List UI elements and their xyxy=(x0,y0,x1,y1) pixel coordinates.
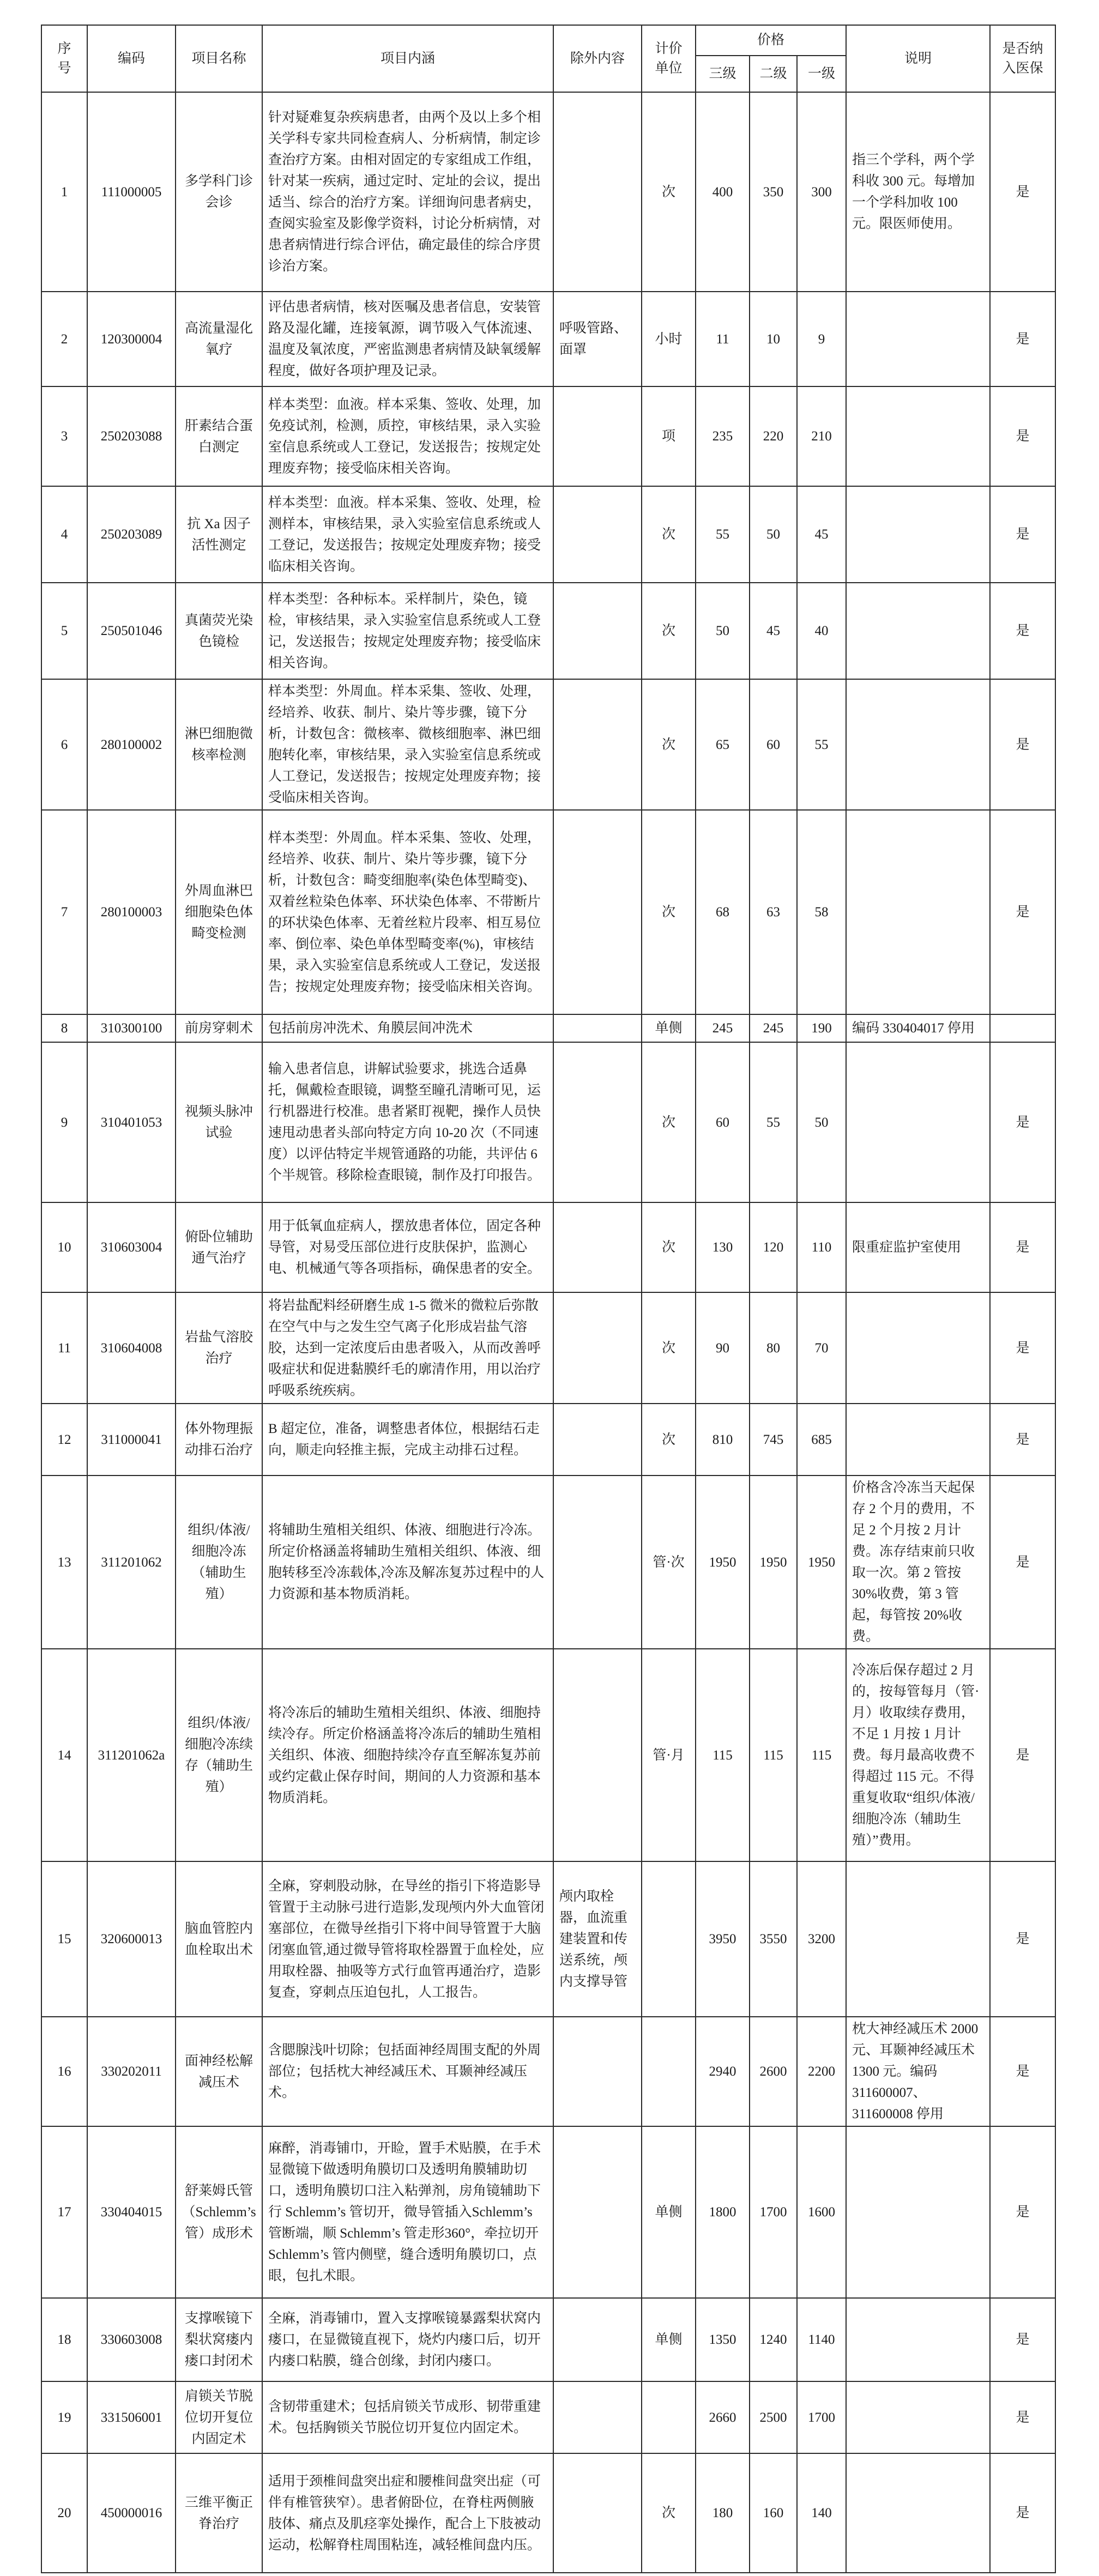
cell-pricing-unit: 小时 xyxy=(642,292,696,386)
cell-excluded-items xyxy=(553,2298,642,2381)
header-index xyxy=(41,25,87,92)
cell-excluded-items: 呼吸管路、面罩 xyxy=(553,292,642,386)
cell-project-content: 包括前房冲洗术、角膜层间冲洗术 xyxy=(262,1014,553,1042)
header-insurance-label: 是否纳入医保 xyxy=(1002,41,1043,76)
cell-index: 15 xyxy=(41,1861,87,2017)
cell-index: 10 xyxy=(41,1202,87,1292)
cell-code: 111000005 xyxy=(87,92,176,292)
cell-price-level2: 10 xyxy=(750,292,797,386)
header-index-label: 序号 xyxy=(57,41,71,76)
cell-price-level2: 80 xyxy=(750,1292,797,1404)
cell-excluded-items xyxy=(553,1014,642,1042)
cell-index: 18 xyxy=(41,2298,87,2381)
cell-note xyxy=(846,1042,990,1202)
cell-price-level2: 115 xyxy=(750,1649,797,1861)
cell-project-name: 体外物理振动排石治疗 xyxy=(176,1404,262,1476)
cell-code: 250203088 xyxy=(87,386,176,486)
cell-price-level3: 55 xyxy=(696,486,750,583)
pricing-table xyxy=(41,25,1056,2573)
cell-price-level1: 1140 xyxy=(797,2298,846,2381)
cell-index: 3 xyxy=(41,386,87,486)
cell-code: 311000041 xyxy=(87,1404,176,1476)
cell-excluded-items xyxy=(553,1476,642,1649)
cell-note xyxy=(846,2453,990,2573)
cell-price-level1: 70 xyxy=(797,1292,846,1404)
cell-code: 450000016 xyxy=(87,2453,176,2573)
table-row xyxy=(41,583,1055,679)
cell-project-name: 组织/体液/细胞冷冻（辅助生殖） xyxy=(176,1476,262,1649)
cell-index: 9 xyxy=(41,1042,87,1202)
cell-price-level1: 58 xyxy=(797,810,846,1014)
cell-insurance: 是 xyxy=(990,583,1055,679)
cell-price-level3: 245 xyxy=(696,1014,750,1042)
cell-project-content: 样本类型：血液。样本采集、签收、处理，加免疫试剂，检测，质控，审核结果，录入实验室信息系统或人工登记，发送报告；按规定处理废弃物；接受临床相关咨询。 xyxy=(262,386,553,486)
table-row xyxy=(41,2017,1055,2126)
cell-pricing-unit: 次 xyxy=(642,486,696,583)
cell-insurance: 是 xyxy=(990,1861,1055,2017)
cell-price-level2: 60 xyxy=(750,679,797,810)
cell-index: 11 xyxy=(41,1292,87,1404)
cell-code: 250501046 xyxy=(87,583,176,679)
cell-insurance: 是 xyxy=(990,92,1055,292)
cell-price-level2: 55 xyxy=(750,1042,797,1202)
cell-excluded-items xyxy=(553,2381,642,2453)
cell-price-level1: 1600 xyxy=(797,2126,846,2298)
cell-excluded-items xyxy=(553,1292,642,1404)
cell-index: 14 xyxy=(41,1649,87,1861)
cell-project-content: 含韧带重建术；包括肩锁关节成形、韧带重建术。包括胸锁关节脱位切开复位内固定术。 xyxy=(262,2381,553,2453)
cell-project-name: 面神经松解减压术 xyxy=(176,2017,262,2126)
cell-insurance: 是 xyxy=(990,486,1055,583)
cell-project-content: 含腮腺浅叶切除；包括面神经周围支配的外周部位；包括枕大神经减压术、耳颞神经减压术。 xyxy=(262,2017,553,2126)
cell-project-name: 外周血淋巴细胞染色体畸变检测 xyxy=(176,810,262,1014)
cell-price-level1: 9 xyxy=(797,292,846,386)
header-pricing-unit xyxy=(642,25,696,92)
cell-price-level1: 2200 xyxy=(797,2017,846,2126)
cell-note xyxy=(846,1861,990,2017)
cell-insurance: 是 xyxy=(990,1404,1055,1476)
cell-project-name: 视频头脉冲试验 xyxy=(176,1042,262,1202)
cell-note xyxy=(846,1404,990,1476)
cell-project-content: 样本类型：外周血。样本采集、签收、处理，经培养、收获、制片、染片等步骤，镜下分析，计数包含：畸变细胞率(染色体型畸变)、双着丝粒染色体率、环状染色体率、不带断片的环状染色体率、无着丝粒片段率、相互易位率、倒位率、染色单体型畸变率(%)，审核结果，录入实验室信息系统或人工登记，发送报告；按规定处理废弃物；接受临床相关咨询。 xyxy=(262,810,553,1014)
cell-price-level3: 90 xyxy=(696,1292,750,1404)
cell-project-content: 样本类型：外周血。样本采集、签收、处理，经培养、收获、制片、染片等步骤，镜下分析，计数包含：微核率、微核细胞率、淋巴细胞转化率，审核结果，录入实验室信息系统或人工登记，发送报告；按规定处理废弃物；接受临床相关咨询。 xyxy=(262,679,553,810)
cell-note xyxy=(846,486,990,583)
cell-price-level3: 3950 xyxy=(696,1861,750,2017)
cell-excluded-items: 颅内取栓器，血流重建装置和传送系统，颅内支撑导管 xyxy=(553,1861,642,2017)
cell-code: 331506001 xyxy=(87,2381,176,2453)
cell-code: 310300100 xyxy=(87,1014,176,1042)
table-row xyxy=(41,1861,1055,2017)
cell-price-level2: 1240 xyxy=(750,2298,797,2381)
cell-project-name: 脑血管腔内血栓取出术 xyxy=(176,1861,262,2017)
cell-project-name: 岩盐气溶胶治疗 xyxy=(176,1292,262,1404)
cell-price-level3: 1800 xyxy=(696,2126,750,2298)
cell-pricing-unit: 单侧 xyxy=(642,1014,696,1042)
header-insurance xyxy=(990,25,1055,92)
cell-price-level3: 235 xyxy=(696,386,750,486)
cell-price-level3: 115 xyxy=(696,1649,750,1861)
cell-project-name: 高流量湿化氧疗 xyxy=(176,292,262,386)
cell-project-name: 组织/体液/细胞冷冻续存（辅助生殖） xyxy=(176,1649,262,1861)
cell-pricing-unit xyxy=(642,2017,696,2126)
cell-index: 6 xyxy=(41,679,87,810)
header-code: 编码 xyxy=(87,25,176,92)
table-row xyxy=(41,1292,1055,1404)
cell-note xyxy=(846,2298,990,2381)
cell-pricing-unit: 管·次 xyxy=(642,1476,696,1649)
cell-price-level3: 130 xyxy=(696,1202,750,1292)
cell-project-content: 样本类型：各种标本。采样制片，染色，镜检，审核结果，录入实验室信息系统或人工登记，发送报告；按规定处理废弃物；接受临床相关咨询。 xyxy=(262,583,553,679)
cell-insurance: 是 xyxy=(990,2453,1055,2573)
table-header xyxy=(41,25,1055,92)
cell-insurance: 是 xyxy=(990,1292,1055,1404)
cell-index: 8 xyxy=(41,1014,87,1042)
table-row xyxy=(41,2126,1055,2298)
table-row xyxy=(41,2381,1055,2453)
cell-excluded-items xyxy=(553,2017,642,2126)
cell-note xyxy=(846,292,990,386)
cell-price-level3: 810 xyxy=(696,1404,750,1476)
cell-note: 枕大神经减压术 2000 元、耳颞神经减压术 1300 元。编码 311600007、311600008 停用 xyxy=(846,2017,990,2126)
header-project-name: 项目名称 xyxy=(176,25,262,92)
table-row xyxy=(41,1042,1055,1202)
cell-index: 7 xyxy=(41,810,87,1014)
header-price-level3: 三级 xyxy=(696,56,750,92)
cell-index: 13 xyxy=(41,1476,87,1649)
cell-note xyxy=(846,810,990,1014)
cell-project-name: 抗 Xa 因子活性测定 xyxy=(176,486,262,583)
cell-price-level1: 210 xyxy=(797,386,846,486)
cell-pricing-unit: 次 xyxy=(642,1404,696,1476)
cell-price-level1: 115 xyxy=(797,1649,846,1861)
cell-project-name: 前房穿刺术 xyxy=(176,1014,262,1042)
cell-pricing-unit: 项 xyxy=(642,386,696,486)
cell-price-level3: 2660 xyxy=(696,2381,750,2453)
cell-code: 330404015 xyxy=(87,2126,176,2298)
table-row xyxy=(41,1404,1055,1476)
cell-code: 310604008 xyxy=(87,1292,176,1404)
cell-price-level2: 1950 xyxy=(750,1476,797,1649)
table-row xyxy=(41,92,1055,292)
header-price: 价格 xyxy=(696,25,846,56)
cell-excluded-items xyxy=(553,92,642,292)
cell-pricing-unit: 次 xyxy=(642,583,696,679)
table-body xyxy=(41,92,1055,2573)
header-price-level2: 二级 xyxy=(750,56,797,92)
header-excluded-items: 除外内容 xyxy=(553,25,642,92)
cell-project-content: 输入患者信息，讲解试验要求，挑选合适鼻托，佩戴检查眼镜，调整至瞳孔清晰可见，运行机器进行校准。患者紧盯视靶，操作人员快速甩动患者头部向特定方向 10-20 次（不同速度）以评估特定半规管通路的功能，共评估 6 个半规管。移除检查眼镜，制作及打印报告。 xyxy=(262,1042,553,1202)
cell-note xyxy=(846,2381,990,2453)
table-row xyxy=(41,679,1055,810)
cell-project-content: 全麻，穿刺股动脉，在导丝的指引下将造影导管置于主动脉弓进行造影,发现颅内外大血管闭塞部位，在微导丝指引下将中间导管置于大脑闭塞血管,通过微导管将取栓器置于血栓处，应用取栓器、抽吸等方式行血管再通治疗，造影复查，穿刺点压迫包扎，人工报告。 xyxy=(262,1861,553,2017)
cell-project-content: 用于低氧血症病人，摆放患者体位，固定各种导管，对易受压部位进行皮肤保护，监测心电、机械通气等各项指标，确保患者的安全。 xyxy=(262,1202,553,1292)
cell-price-level3: 60 xyxy=(696,1042,750,1202)
cell-note: 编码 330404017 停用 xyxy=(846,1014,990,1042)
cell-pricing-unit: 次 xyxy=(642,2453,696,2573)
cell-pricing-unit: 单侧 xyxy=(642,2126,696,2298)
cell-project-name: 俯卧位辅助通气治疗 xyxy=(176,1202,262,1292)
header-row-primary xyxy=(41,25,1055,56)
cell-project-content: 将冷冻后的辅助生殖相关组织、体液、细胞持续冷存。所定价格涵盖将冷冻后的辅助生殖相关组织、体液、细胞持续冷存直至解冻复苏前或约定截止保存时间，期间的人力资源和基本物质消耗。 xyxy=(262,1649,553,1861)
cell-code: 250203089 xyxy=(87,486,176,583)
cell-excluded-items xyxy=(553,486,642,583)
cell-project-content: 麻醉，消毒铺巾，开睑，置手术贴膜，在手术显微镜下做透明角膜切口及透明角膜辅助切口，透明角膜切口注入粘弹剂，房角镜辅助下行 Schlemm’s 管切开，微导管插入Schlemm’s 管断端，顺 Schlemm’s 管走形360°，牵拉切开 Schlemm’s 管内侧壁，缝合透明角膜切口，点眼，包扎术眼。 xyxy=(262,2126,553,2298)
cell-price-level2: 1700 xyxy=(750,2126,797,2298)
cell-price-level1: 3200 xyxy=(797,1861,846,2017)
cell-code: 311201062 xyxy=(87,1476,176,1649)
table-row xyxy=(41,1014,1055,1042)
cell-excluded-items xyxy=(553,679,642,810)
cell-project-content: 评估患者病情，核对医嘱及患者信息，安装管路及湿化罐，连接氧源，调节吸入气体流速、温度及氧浓度，严密监测患者病情及缺氧缓解程度，做好各项护理及记录。 xyxy=(262,292,553,386)
cell-note: 指三个学科，两个学科收 300 元。每增加一个学科加收 100 元。限医师使用。 xyxy=(846,92,990,292)
cell-price-level2: 45 xyxy=(750,583,797,679)
cell-code: 320600013 xyxy=(87,1861,176,2017)
table-row xyxy=(41,486,1055,583)
cell-code: 311201062a xyxy=(87,1649,176,1861)
cell-price-level3: 400 xyxy=(696,92,750,292)
cell-note xyxy=(846,386,990,486)
cell-price-level1: 1700 xyxy=(797,2381,846,2453)
cell-price-level3: 50 xyxy=(696,583,750,679)
header-price-level1: 一级 xyxy=(797,56,846,92)
header-pricing-unit-label: 计价单位 xyxy=(655,41,683,76)
cell-pricing-unit: 次 xyxy=(642,1292,696,1404)
cell-insurance xyxy=(990,1014,1055,1042)
cell-price-level2: 3550 xyxy=(750,1861,797,2017)
table-row xyxy=(41,1202,1055,1292)
cell-excluded-items xyxy=(553,2453,642,2573)
cell-index: 4 xyxy=(41,486,87,583)
cell-excluded-items xyxy=(553,1649,642,1861)
cell-price-level1: 300 xyxy=(797,92,846,292)
cell-price-level3: 180 xyxy=(696,2453,750,2573)
cell-project-name: 肩锁关节脱位切开复位内固定术 xyxy=(176,2381,262,2453)
cell-note xyxy=(846,679,990,810)
cell-index: 20 xyxy=(41,2453,87,2573)
cell-insurance: 是 xyxy=(990,810,1055,1014)
cell-project-name: 肝素结合蛋白测定 xyxy=(176,386,262,486)
cell-insurance: 是 xyxy=(990,292,1055,386)
cell-insurance: 是 xyxy=(990,1649,1055,1861)
cell-index: 17 xyxy=(41,2126,87,2298)
cell-price-level1: 1950 xyxy=(797,1476,846,1649)
cell-price-level2: 120 xyxy=(750,1202,797,1292)
table-row xyxy=(41,1649,1055,1861)
cell-price-level1: 45 xyxy=(797,486,846,583)
cell-excluded-items xyxy=(553,2126,642,2298)
cell-excluded-items xyxy=(553,810,642,1014)
cell-pricing-unit: 次 xyxy=(642,679,696,810)
cell-project-content: 全麻，消毒铺巾，置入支撑喉镜暴露梨状窝内瘘口，在显微镜直视下，烧灼内瘘口后，切开内瘘口粘膜，缝合创缘，封闭内瘘口。 xyxy=(262,2298,553,2381)
cell-price-level1: 140 xyxy=(797,2453,846,2573)
cell-note xyxy=(846,1292,990,1404)
cell-pricing-unit: 次 xyxy=(642,92,696,292)
cell-code: 330603008 xyxy=(87,2298,176,2381)
cell-pricing-unit: 次 xyxy=(642,1202,696,1292)
table-row xyxy=(41,386,1055,486)
header-note: 说明 xyxy=(846,25,990,92)
cell-project-name: 多学科门诊会诊 xyxy=(176,92,262,292)
cell-price-level2: 220 xyxy=(750,386,797,486)
cell-price-level2: 2600 xyxy=(750,2017,797,2126)
cell-code: 310603004 xyxy=(87,1202,176,1292)
table-row xyxy=(41,810,1055,1014)
cell-pricing-unit: 管·月 xyxy=(642,1649,696,1861)
cell-index: 19 xyxy=(41,2381,87,2453)
cell-insurance: 是 xyxy=(990,2298,1055,2381)
cell-pricing-unit: 单侧 xyxy=(642,2298,696,2381)
table-row xyxy=(41,1476,1055,1649)
cell-price-level1: 685 xyxy=(797,1404,846,1476)
cell-price-level3: 1350 xyxy=(696,2298,750,2381)
cell-excluded-items xyxy=(553,1042,642,1202)
cell-price-level1: 110 xyxy=(797,1202,846,1292)
cell-project-name: 舒莱姆氏管（Schlemm’s 管）成形术 xyxy=(176,2126,262,2298)
cell-price-level2: 50 xyxy=(750,486,797,583)
table-row xyxy=(41,2453,1055,2573)
cell-excluded-items xyxy=(553,1404,642,1476)
cell-note: 冷冻后保存超过 2 月的，按每管每月（管·月）收取续存费用，不足 1 月按 1 月计费。每月最高收费不得超过 115 元。不得重复收取“组织/体液/细胞冷冻（辅助生殖）”费用。 xyxy=(846,1649,990,1861)
cell-insurance: 是 xyxy=(990,1042,1055,1202)
header-project-content: 项目内涵 xyxy=(262,25,553,92)
cell-price-level2: 245 xyxy=(750,1014,797,1042)
cell-project-content: 适用于颈椎间盘突出症和腰椎间盘突出症（可伴有椎管狭窄）。患者俯卧位，在脊柱两侧腋肢体、痛点及肌痉挛处操作，配合上下肢被动运动，松解脊柱周围粘连，减轻椎间盘内压。 xyxy=(262,2453,553,2573)
cell-project-name: 三维平衡正脊治疗 xyxy=(176,2453,262,2573)
cell-project-content: 将辅助生殖相关组织、体液、细胞进行冷冻。所定价格涵盖将辅助生殖相关组织、体液、细胞转移至冷冻载体,冷冻及解冻复苏过程中的人力资源和基本物质消耗。 xyxy=(262,1476,553,1649)
cell-price-level3: 11 xyxy=(696,292,750,386)
cell-pricing-unit xyxy=(642,1861,696,2017)
cell-index: 2 xyxy=(41,292,87,386)
cell-project-name: 支撑喉镜下梨状窝瘘内瘘口封闭术 xyxy=(176,2298,262,2381)
cell-insurance: 是 xyxy=(990,2126,1055,2298)
cell-insurance: 是 xyxy=(990,1202,1055,1292)
cell-excluded-items xyxy=(553,583,642,679)
cell-insurance: 是 xyxy=(990,1476,1055,1649)
cell-note xyxy=(846,2126,990,2298)
cell-excluded-items xyxy=(553,1202,642,1292)
cell-index: 5 xyxy=(41,583,87,679)
cell-price-level1: 40 xyxy=(797,583,846,679)
cell-note xyxy=(846,583,990,679)
cell-code: 330202011 xyxy=(87,2017,176,2126)
table-row xyxy=(41,292,1055,386)
cell-price-level2: 160 xyxy=(750,2453,797,2573)
cell-price-level3: 65 xyxy=(696,679,750,810)
cell-code: 310401053 xyxy=(87,1042,176,1202)
cell-code: 120300004 xyxy=(87,292,176,386)
cell-index: 1 xyxy=(41,92,87,292)
cell-price-level3: 2940 xyxy=(696,2017,750,2126)
cell-index: 16 xyxy=(41,2017,87,2126)
cell-project-name: 淋巴细胞微核率检测 xyxy=(176,679,262,810)
cell-price-level1: 55 xyxy=(797,679,846,810)
cell-price-level2: 2500 xyxy=(750,2381,797,2453)
cell-price-level2: 745 xyxy=(750,1404,797,1476)
cell-price-level3: 1950 xyxy=(696,1476,750,1649)
cell-price-level2: 350 xyxy=(750,92,797,292)
table-row xyxy=(41,2298,1055,2381)
cell-index: 12 xyxy=(41,1404,87,1476)
cell-pricing-unit xyxy=(642,2381,696,2453)
cell-project-content: 针对疑难复杂疾病患者，由两个及以上多个相关学科专家共同检查病人、分析病情，制定诊查治疗方案。由相对固定的专家组成工作组，针对某一疾病，通过定时、定址的会议，提出适当、综合的治疗方案。详细询问患者病史，查阅实验室及影像学资料，讨论分析病情，对患者病情进行综合评估，确定最佳的综合序贯诊治方案。 xyxy=(262,92,553,292)
cell-note: 价格含冷冻当天起保存 2 个月的费用，不足 2 个月按 2 月计费。冻存结束前只收取一次。第 2 管按 30%收费，第 3 管起，每管按 20%收费。 xyxy=(846,1476,990,1649)
cell-pricing-unit: 次 xyxy=(642,810,696,1014)
cell-price-level2: 63 xyxy=(750,810,797,1014)
cell-note: 限重症监护室使用 xyxy=(846,1202,990,1292)
cell-insurance: 是 xyxy=(990,679,1055,810)
cell-insurance: 是 xyxy=(990,386,1055,486)
cell-code: 280100003 xyxy=(87,810,176,1014)
cell-insurance: 是 xyxy=(990,2017,1055,2126)
cell-code: 280100002 xyxy=(87,679,176,810)
cell-excluded-items xyxy=(553,386,642,486)
cell-price-level1: 50 xyxy=(797,1042,846,1202)
cell-price-level3: 68 xyxy=(696,810,750,1014)
cell-project-content: 样本类型：血液。样本采集、签收、处理，检测样本，审核结果，录入实验室信息系统或人工登记，发送报告；按规定处理废弃物；接受临床相关咨询。 xyxy=(262,486,553,583)
cell-price-level1: 190 xyxy=(797,1014,846,1042)
cell-project-name: 真菌荧光染色镜检 xyxy=(176,583,262,679)
cell-insurance: 是 xyxy=(990,2381,1055,2453)
cell-project-content: B 超定位，准备，调整患者体位，根据结石走向，顺走向轻推主振，完成主动排石过程。 xyxy=(262,1404,553,1476)
cell-project-content: 将岩盐配料经研磨生成 1-5 微米的微粒后弥散在空气中与之发生空气离子化形成岩盐气溶胶，达到一定浓度后由患者吸入，从而改善呼吸症状和促进黏膜纤毛的廓清作用，用以治疗呼吸系统疾病。 xyxy=(262,1292,553,1404)
cell-pricing-unit: 次 xyxy=(642,1042,696,1202)
